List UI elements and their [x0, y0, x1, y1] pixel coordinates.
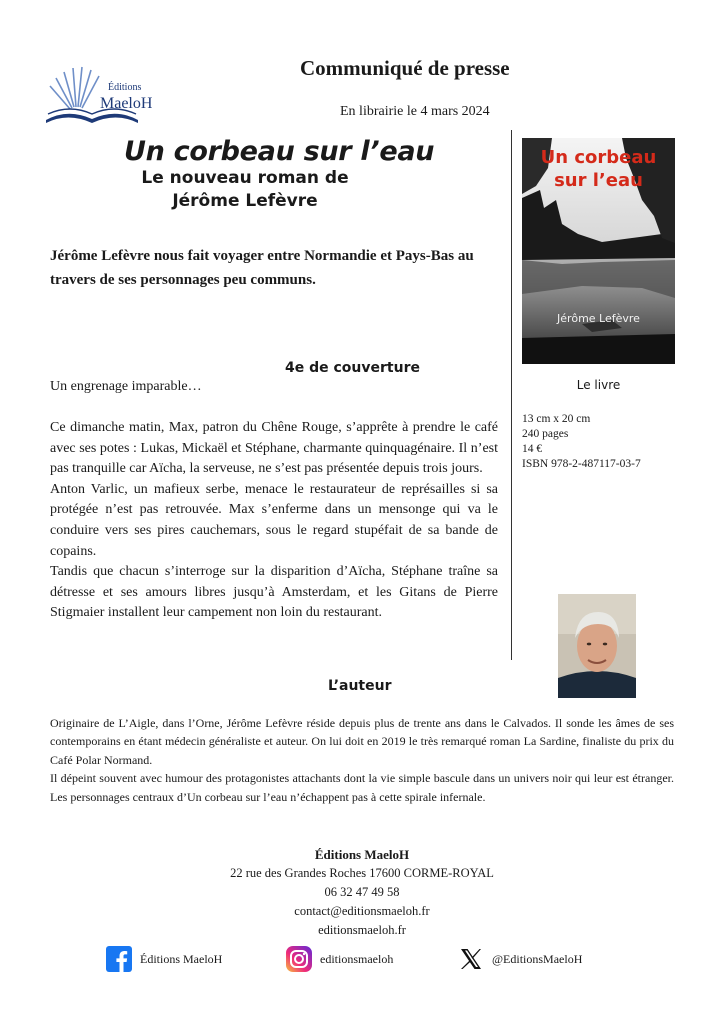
facebook-label[interactable]: Éditions MaeloH [140, 951, 223, 966]
book-pages: 240 pages [522, 428, 569, 440]
cover-title-line2: sur l’eau [554, 170, 643, 191]
social-x[interactable] [458, 944, 582, 974]
publisher-website[interactable]: editionsmaeloh.fr [318, 923, 406, 937]
book-title: Un corbeau sur l’eau [124, 136, 435, 167]
publisher-name: Éditions MaeloH [314, 847, 410, 862]
back-cover-summary [50, 418, 498, 624]
social-facebook[interactable] [106, 944, 222, 974]
summary-paragraph: Tandis que chacun s’interroge sur la disparition d’Aïcha, Stéphane traîne sa détresse et ses amours libres jusqu’à Amsterdam, et les Gitans de Pierre Stigmaier installent leur campement non loin du restaurant. [50, 564, 498, 621]
author-photo [558, 594, 636, 698]
bio-paragraph: Originaire de L’Aigle, dans l’Orne, Jérôme Lefèvre réside depuis plus de trente ans dans le Calvados. Il sonde les âmes de ses contemporains en étant médecin généraliste et auteur. On lui doit en 2019 le très remarqué roman La Sardine, finaliste du prix du Café Polar Normand. [50, 716, 674, 767]
publisher-address: 22 rue des Grandes Roches 17600 CORME-ROYAL [230, 866, 494, 880]
publisher-logo [42, 64, 153, 126]
cover-title-line1: Un corbeau [540, 147, 657, 168]
book-author-name: Jérôme Lefèvre [172, 191, 318, 211]
author-heading: L’auteur [328, 678, 392, 694]
x-label[interactable]: @EditionsMaeloH [492, 951, 583, 966]
x-logo-icon [458, 946, 484, 972]
release-date: En librairie le 4 mars 2024 [340, 104, 490, 119]
book-cover-image [522, 138, 675, 364]
publisher-email[interactable]: contact@editionsmaeloh.fr [294, 904, 430, 918]
instagram-icon [286, 946, 312, 972]
back-cover-tagline: Un engrenage imparable… [50, 379, 202, 394]
book-price: 14 € [522, 443, 543, 455]
press-release-heading: Communiqué de presse [300, 56, 510, 80]
summary-paragraph: Ce dimanche matin, Max, patron du Chêne Rouge, s’apprête à prendre le café avec ses potes : Lukas, Mickaël et Stéphane, charmante quinquagénaire. Il n’est pas tranquille car Aïcha, la serveuse, ne s’est pas présentée depuis trois jours. [50, 420, 498, 477]
author-portrait-image [558, 594, 636, 698]
book-subtitle-line1: Le nouveau roman de [141, 168, 349, 188]
publisher-contact [150, 845, 574, 940]
book-info-heading: Le livre [576, 378, 621, 392]
logo-text-editions: Éditions [108, 82, 142, 93]
book-isbn: ISBN 978-2-487117-03-7 [522, 458, 641, 470]
book-specs [522, 412, 641, 472]
summary-paragraph: Anton Varlic, un mafieux serbe, menace le restaurateur de représailles si sa protégée n’est pas retrouvée. Max s’enferme dans un mensonge qui va le conduire vers ses pires cauchemars, sous le regard stupéfait de sa bande de copains. [50, 481, 498, 559]
publisher-phone[interactable]: 06 32 47 49 58 [324, 885, 400, 899]
social-instagram[interactable] [286, 944, 393, 974]
facebook-icon [106, 946, 132, 972]
book-dimensions: 13 cm x 20 cm [522, 413, 591, 425]
lead-paragraph: Jérôme Lefèvre nous fait voyager entre Normandie et Pays-Bas au travers de ses personnages peu communs. [50, 248, 474, 288]
instagram-label[interactable]: editionsmaeloh [320, 951, 394, 966]
back-cover-heading: 4e de couverture [285, 360, 420, 376]
logo-text-maeloh: MaeloH [100, 95, 153, 112]
bio-paragraph: Il dépeint souvent avec humour des protagonistes attachants dont la vie simple bascule dans un univers noir qui leur est étranger. Les personnages centraux d’Un corbeau sur l’eau n’échappent pas à cette spirale infernale. [50, 771, 674, 804]
cover-author: Jérôme Lefèvre [557, 312, 640, 325]
author-bio [50, 714, 674, 806]
column-divider [511, 130, 512, 660]
